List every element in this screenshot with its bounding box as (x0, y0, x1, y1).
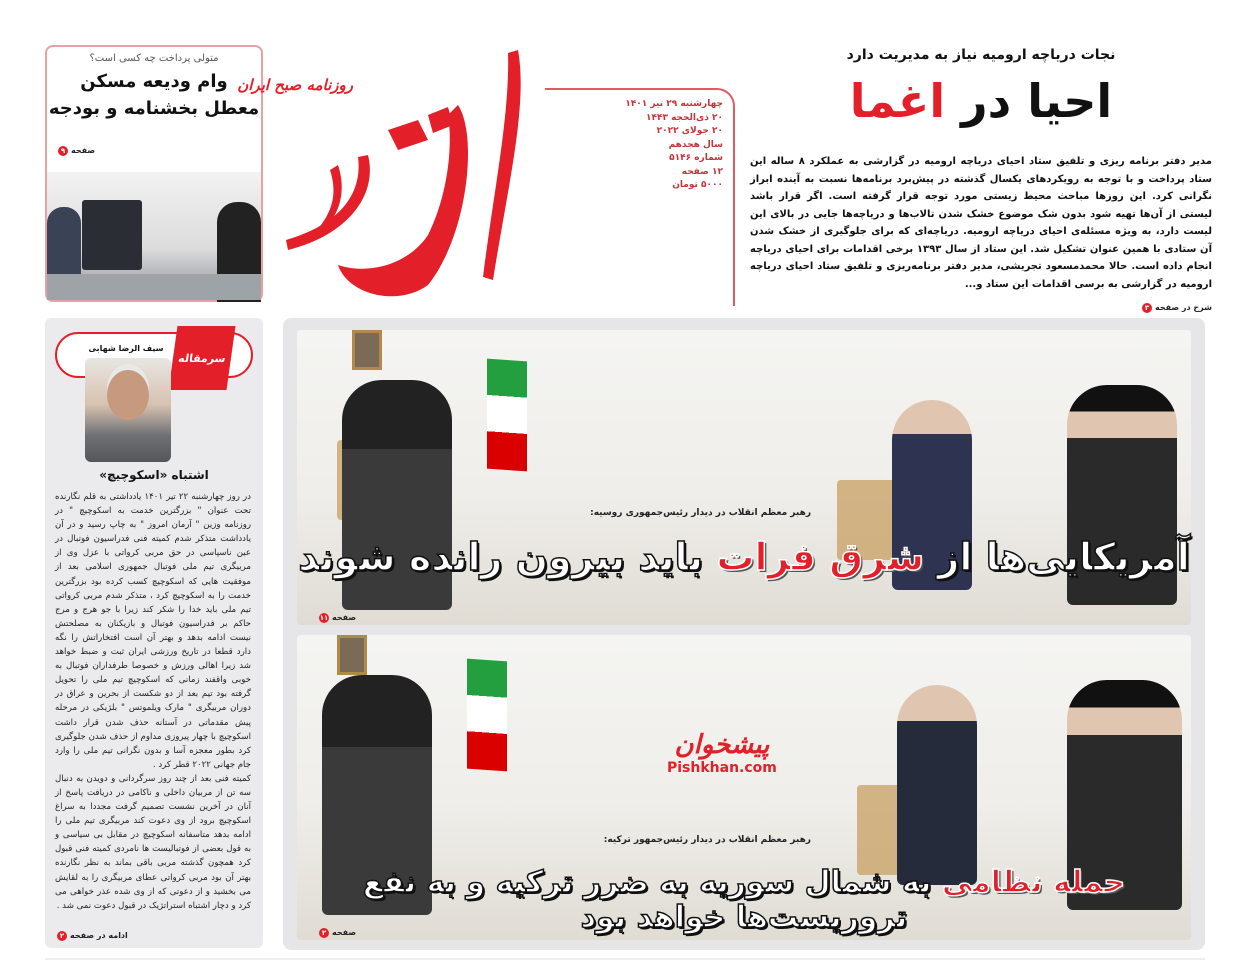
page-number-badge: ۲ (319, 928, 329, 938)
page-label: صفحه (332, 613, 357, 622)
story-body: مدیر دفتر برنامه ریزی و تلفیق ستاد احیای دریاچه ارومیه در گزارشی به عملکرد ۸ ساله این ستاد پرداخت و با توجه به رویکردهای یکسال گذشته در پیش‌برد برنامه‌ها نسبت به آینده ابراز نگرانی کرد. این روزها مباحث محیط زیستی مورد توجه قرار گرفته است. اگر قرار باشد لیستی از آن‌ها تهیه شود بدون شک موضوع خشک شدن تالاب‌ها و دریاچه‌ها جایی در بالای این لیست دارد، به ویژه مسئله‌ی احیای دریاچه ارومیه. دریاچه‌ای که برای جلوگیری از خشک شدن آن ستادی با همین عنوان تشکیل شد. این ستاد از سال ۱۳۹۳ برخی اقدامات برای احیای دریاچه انجام داده است. حالا محمدمسعود تجریشی، مدیر دفتر برنامه‌ریزی و تلفیق ستاد احیای دریاچه ارومیه در گزارشی به برسی اقدامات این ستاد و... (750, 156, 1212, 290)
headline-line: وام ودیعه مسکن (80, 71, 228, 92)
logo-tagline: روزنامه صبح ایران (237, 76, 353, 94)
desk-shape (47, 274, 261, 300)
main-story-russia[interactable] (297, 330, 1191, 625)
iran-flag (487, 359, 527, 472)
issue-number: شماره ۵۱۴۶ (669, 153, 723, 163)
paragraph: در روز چهارشنبه ۲۲ تیر ۱۴۰۱ یادداشتی به قلم نگارنده تحت عنوان " بزرگترین خدمت به اسکوچیچ " در روزنامه وزین " آرمان امروز " به چاپ رسید و در آن یادداشت متذکر شدم کمیته فنی فدراسیون فوتبال در عین ناسپاسی در حق مربی کرواتی با عزل وی از مربیگری تیم ملی فوتبال جمهوری اسلامی بعد از موفقیت هایی که اسکوچیچ کسب کرده بود بزرگترین خدمت را به اسکوچیچ کرد ، متذکر شدم مربی کرواتی تیم ملی باید خدا را شکر کند زیرا با جو هرج و مرج حاکم بر فدراسیون فوتبال و بازیکنان به مصلحتش نیست ادامه بدهد و بهتر آن است افتخاراتش را نگه دارد قطعا در تاریخ ورزشی ایران ثبت و ضبط خواهد شد زیرا اهالی ورزش و خصوصا طرفداران فوتبال به خوبی واقفند زمانی که اسکوچیچ تیم ملی را تحویل گرفته بود تیم بعد از دو شکست از بحرین و عراق در دوران مربیگری " مارک ویلموتس " بلژیکی در مرحله پیش مقدماتی در آستانه حذف شدن قرار داشت اسکوچیچ با چهار پیروزی مداوم از حذف شدن جلوگیری کرد بطور معجزه آسا و بدون نگرانی تیم ملی را وارد جام جهانی ۲۰۲۲ قطر کرد . (55, 492, 251, 770)
iran-flag (467, 659, 507, 772)
headline-highlight: شرق فرات (716, 535, 925, 579)
headline-part: احیا در (961, 74, 1113, 128)
page-ref (319, 920, 356, 939)
page-label: صفحه (332, 928, 357, 937)
watermark (667, 730, 777, 776)
story-caption: رهبر معظم انقلاب در دیدار رئیس‌جمهوری روسیه: (590, 508, 811, 518)
portrait-frame (337, 635, 367, 675)
issue-date-gregorian: ۲۰ جولای ۲۰۲۲ (656, 126, 723, 136)
issue-info-box (545, 88, 735, 306)
story-photo (47, 172, 261, 300)
page-count: ۱۲ صفحه (681, 166, 723, 177)
story-headline (297, 865, 1191, 935)
watermark-fa: پیشخوان (674, 730, 770, 760)
page-ref (55, 137, 98, 158)
portrait-frame (352, 330, 382, 370)
editorial-title: اشتباه «اسکوچیچ» (99, 468, 209, 482)
headline-part: آمریکایی‌ها از (937, 535, 1190, 579)
editorial-body (55, 490, 251, 913)
issue-date: چهارشنبه ۲۹ تیر ۱۴۰۱ (625, 99, 723, 109)
editorial-column[interactable] (45, 318, 263, 948)
top-right-story[interactable] (750, 45, 1212, 312)
monitor-shape (82, 200, 142, 270)
headline-highlight: حمله نظامی (941, 865, 1126, 900)
paragraph: کمیته فنی بعد از چند روز سرگردانی و دویدن به دنبال سه تن از مربیان داخلی و ناکامی در دریافت پاسخ از آنان در آخرین نشست تصمیم گرفت مجددا به سراغ اسکوچیچ برود از وی دعوت کند مربیگری تیم ملی را ادامه بدهد متاسفانه اسکوچیچ در مقابل بی سیاسی و به قول بعضی از فوتبالیست ها نامردی کمیته فنی قبول کرد همچون گذشته مربی باقی بماند به نظر نگارنده بهتر آن بود مربی کرواتی عطای مربیگری را به لقایش می بخشید و از دعوتی که از وی شده عذر خواهی می کرد و دچار اشتباه استراتژیک در قبول دعوت نمی شد . (55, 773, 251, 911)
person-shape (897, 685, 977, 885)
headline-part: به شمال سوریه به ضرر ترکیه و به نفع تروریست‌ها خواهد بود (362, 865, 932, 935)
newspaper-logo (237, 45, 546, 307)
story-headline (47, 68, 261, 122)
page-label: صفحه (71, 146, 96, 155)
story-kicker: متولی پرداخت چه کسی است؟ (89, 53, 219, 64)
price: ۵۰۰۰ تومان (672, 180, 723, 190)
author-photo (85, 358, 171, 462)
issue-date-hijri: ۲۰ ذی‌الحجه ۱۴۴۳ (645, 112, 723, 123)
story-headline (297, 535, 1191, 579)
page-number-badge: ۱۱ (319, 613, 329, 622)
section-label: سرمقاله (169, 326, 236, 390)
story-caption: رهبر معظم انقلاب در دیدار رئیس‌جمهور ترکیه: (603, 835, 811, 845)
page-ref (57, 923, 128, 942)
headline-part: باید بیرون رانده شوند (298, 535, 704, 579)
issue-year: سال هجدهم (668, 139, 723, 150)
headline-highlight: اغما (849, 74, 946, 128)
page-number-badge: ۳ (1142, 303, 1152, 313)
author-name: سیف الرضا شهابی (88, 344, 164, 353)
story-kicker: نجات دریاچه ارومیه نیاز به مدیریت دارد (846, 47, 1116, 63)
face-shape (107, 370, 149, 420)
main-story-turkey[interactable] (297, 635, 1191, 940)
page-ref (750, 295, 1212, 314)
page-label: ادامه در صفحه (70, 931, 128, 940)
page-number-badge: ۹ (58, 146, 68, 156)
page-number-badge: ۲ (57, 931, 67, 941)
headline-line: معطل بخشنامه و بودجه (48, 98, 260, 119)
page-label: شرح در صفحه (1155, 303, 1212, 312)
watermark-en: Pishkhan.com (667, 760, 777, 776)
logo-mark (237, 45, 546, 307)
top-left-story[interactable] (45, 45, 263, 302)
page-ref (319, 605, 356, 624)
story-headline (750, 71, 1212, 131)
footer-divider (45, 958, 1205, 960)
main-stories (283, 318, 1205, 950)
